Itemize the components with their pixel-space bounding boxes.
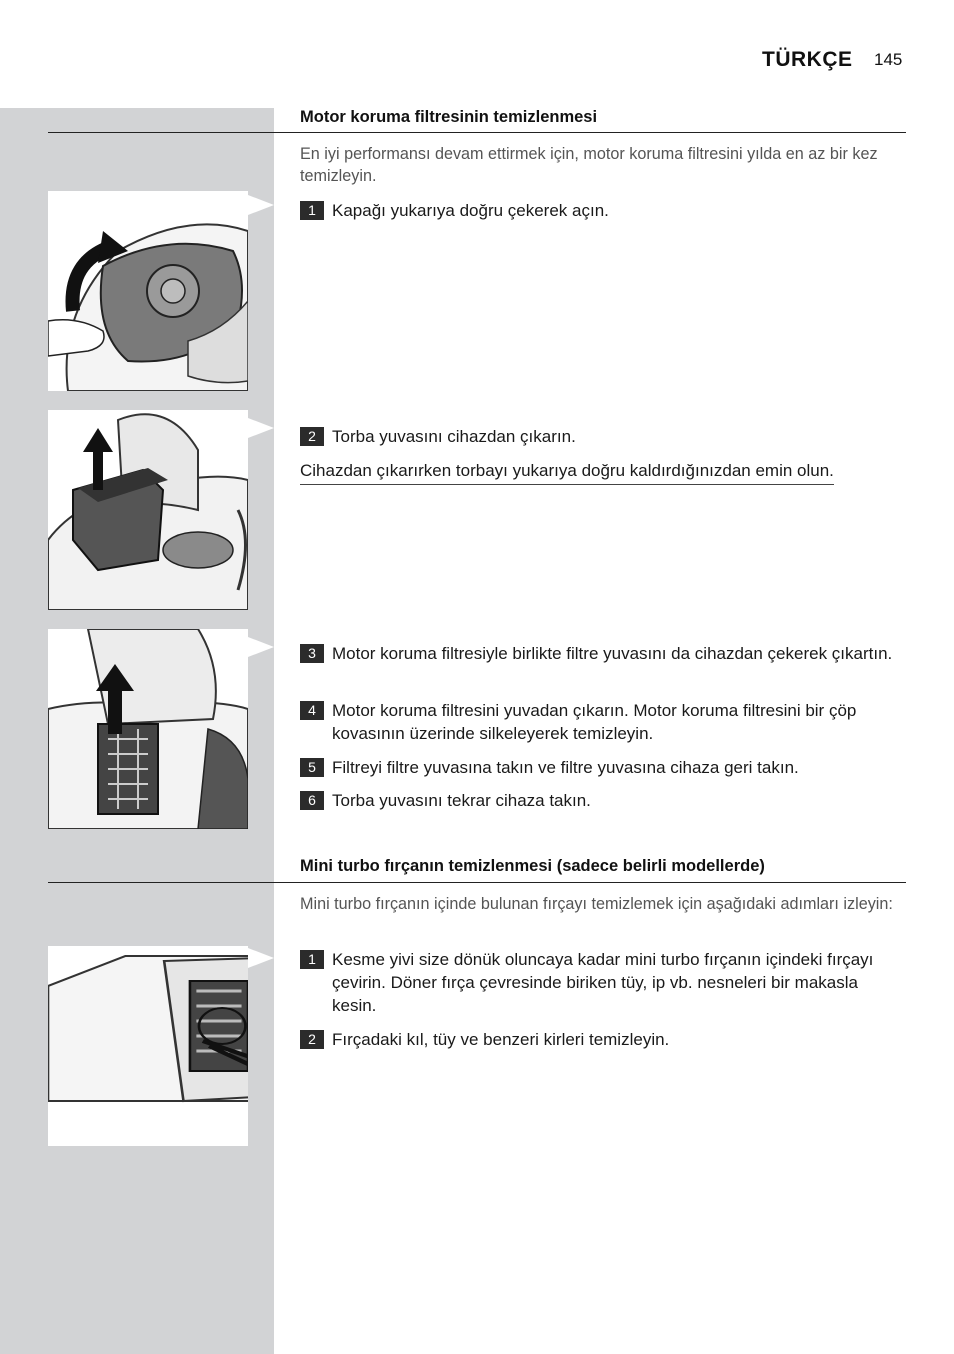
section-intro: Mini turbo fırçanın içinde bulunan fırçayı temizlemek için aşağıdaki adımları izleyin: [300, 895, 893, 913]
illustration-pointer [248, 418, 274, 438]
step-number: 1 [300, 950, 324, 969]
section-intro: En iyi performansı devam ettirmek için, motor koruma filtresini yılda en az bir kez temizleyin. [300, 145, 878, 185]
section-title-turbo-brush: Mini turbo fırçanın temizlenmesi (sadece belirli modellerde) [300, 857, 765, 875]
step-number: 4 [300, 701, 324, 720]
turbo-brush-illustration [48, 946, 248, 1146]
warning-note: Cihazdan çıkarırken torbayı yukarıya doğru kaldırdığınızdan emin olun. [300, 459, 834, 485]
step-number: 5 [300, 758, 324, 777]
step-text: Motor koruma filtresini yuvadan çıkarın. Motor koruma filtresini bir çöp kovasının üzerinde silkeleyerek temizleyin. [332, 701, 857, 743]
step-number: 2 [300, 427, 324, 446]
illustration-pointer [248, 637, 274, 657]
filter-holder-illustration [48, 629, 248, 829]
section-divider [48, 132, 906, 133]
page-number: 145 [874, 50, 903, 69]
step-text: Fırçadaki kıl, tüy ve benzeri kirleri temizleyin. [332, 1030, 670, 1049]
step-text: Torba yuvasını tekrar cihaza takın. [332, 791, 591, 810]
turbo-step-1 [300, 948, 900, 1017]
step-text: Kapağı yukarıya doğru çekerek açın. [332, 201, 609, 220]
turbo-step-2 [300, 1028, 900, 1051]
language-header: TÜRKÇE [762, 48, 853, 71]
step-number: 6 [300, 791, 324, 810]
illustration-pointer [248, 195, 274, 215]
step-number: 3 [300, 644, 324, 663]
step-text: Torba yuvasını cihazdan çıkarın. [332, 427, 576, 446]
step-5 [300, 756, 900, 779]
step-text: Kesme yivi size dönük oluncaya kadar mini turbo fırçanın içindeki fırçayı çevirin. Döner fırça çevresinde biriken tüy, ip vb. nesneleri bir makasla kesin. [332, 950, 874, 1015]
step-3 [300, 642, 900, 665]
section-divider [48, 882, 906, 883]
step-number: 2 [300, 1030, 324, 1049]
step-text: Filtreyi filtre yuvasına takın ve filtre yuvasına cihaza geri takın. [332, 758, 799, 777]
step-6 [300, 789, 900, 812]
section-title-motor-filter: Motor koruma filtresinin temizlenmesi [300, 108, 598, 126]
open-lid-illustration [48, 191, 248, 391]
bag-holder-illustration [48, 410, 248, 610]
step-1 [300, 199, 900, 222]
step-number: 1 [300, 201, 324, 220]
step-text: Motor koruma filtresiyle birlikte filtre yuvasını da cihazdan çekerek çıkartın. [332, 644, 893, 663]
step-2 [300, 425, 900, 448]
illustration-pointer [248, 948, 274, 968]
step-4 [300, 699, 900, 745]
